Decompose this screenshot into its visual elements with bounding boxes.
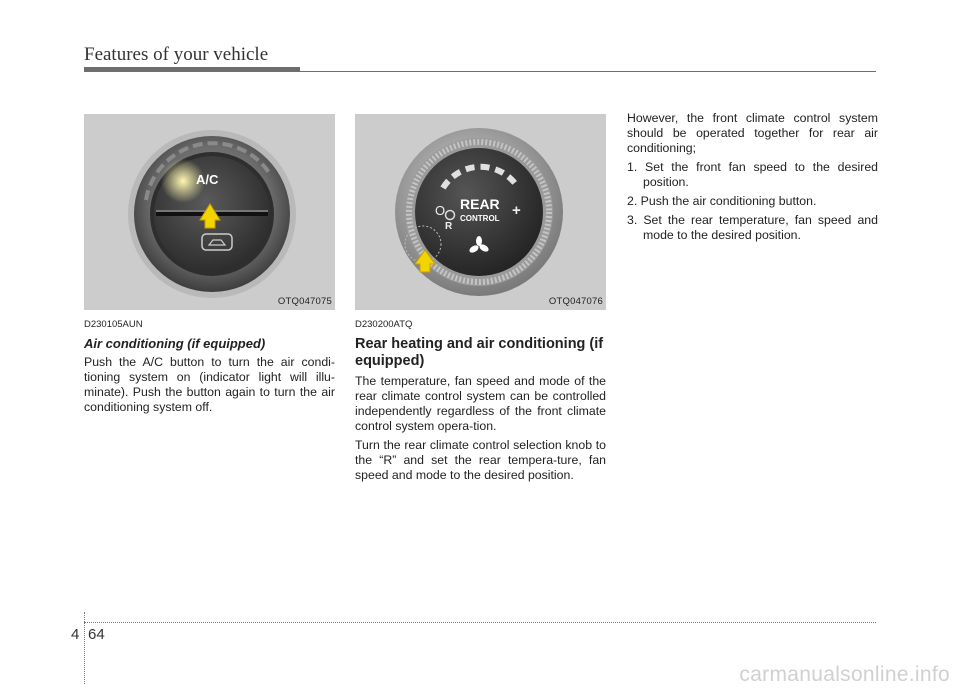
column-air-conditioning — [84, 114, 335, 415]
figure-id: OTQ047075 — [277, 296, 332, 307]
column-rear-climate — [355, 114, 606, 483]
section-code: D230200ATQ — [355, 319, 413, 330]
figure-id: OTQ047076 — [548, 296, 603, 307]
steps-list — [627, 160, 878, 243]
page-header-title: Features of your vehicle — [84, 44, 269, 65]
intro-paragraph: However, the front climate control system should be operated together for rear air conditioning; — [627, 111, 878, 155]
knob-title-rear: REAR — [460, 196, 500, 212]
list-item: 2. Push the air conditioning button. — [627, 194, 817, 208]
knob-mark-off: O — [435, 203, 446, 218]
figure-rear-control-knob — [355, 114, 606, 310]
page-number: 64 — [88, 626, 105, 643]
body-paragraph: Turn the rear climate control selection knob to the “R” and set the rear tempera-ture, fan speed and mode to the desired position. — [355, 438, 606, 482]
knob-mark-plus: + — [512, 202, 521, 219]
knob-mark-rear: R — [445, 221, 453, 232]
rear-knob-illustration — [355, 114, 606, 310]
section-title: Air conditioning (if equipped) — [84, 336, 266, 351]
chapter-number: 4 — [71, 626, 80, 643]
watermark: carmanualsonline.info — [739, 663, 950, 686]
section-code: D230105AUN — [84, 319, 143, 330]
body-paragraph: The temperature, fan speed and mode of the rear climate control system can be controlled independently regardless of the front climate control system opera-tion. — [355, 374, 606, 433]
list-item: 1. Set the front fan speed to the desired position. — [627, 160, 878, 189]
section-title: Rear heating and air conditioning (if equipped) — [355, 336, 604, 369]
knob-subtitle-control: CONTROL — [460, 214, 500, 223]
list-item: 3. Set the rear temperature, fan speed and mode to the desired position. — [627, 213, 878, 242]
header-rule — [84, 71, 876, 72]
ac-knob-illustration — [84, 114, 335, 310]
footer-rule — [84, 622, 876, 623]
figure-ac-button — [84, 114, 335, 310]
ac-button-label: A/C — [196, 172, 219, 187]
footer-divider — [84, 612, 85, 684]
body-paragraph: Push the A/C button to turn the air condi-tioning system on (indicator light will illu-minate). Push the button again to turn the air conditioning system off. — [84, 355, 335, 414]
column-rear-ac-steps — [627, 111, 878, 247]
